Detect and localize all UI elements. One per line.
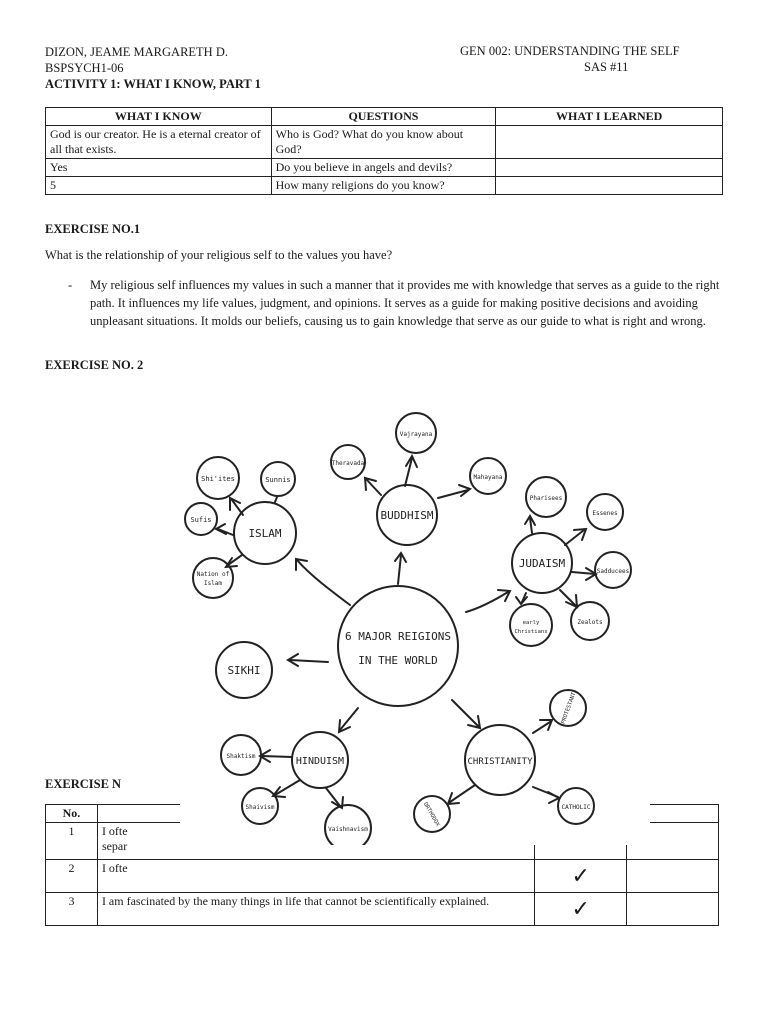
vaishnavism-label: Vaishnavism	[328, 826, 368, 833]
shiites-label: Shi'ites	[201, 475, 235, 483]
exercise1-question: What is the relationship of your religious self to the values you have?	[45, 248, 393, 262]
check-cell: ✓	[535, 860, 627, 893]
sas-number: SAS #11	[584, 60, 629, 74]
exercise3-title: EXERCISE N	[45, 777, 122, 791]
question-cell: Do you believe in angels and devils?	[271, 159, 496, 177]
col-what-i-learned: WHAT I LEARNED	[496, 108, 723, 126]
exercise2-title: EXERCISE NO. 2	[45, 358, 144, 372]
statement-line2: separ	[101, 839, 128, 853]
question-cell: How many religions do you know?	[271, 177, 496, 195]
table-header-row	[46, 108, 723, 126]
empty-cell	[627, 893, 719, 926]
student-info	[45, 44, 261, 92]
center-circle	[338, 586, 458, 706]
shaivism-label: Shaivism	[245, 804, 275, 811]
buddhism-label: BUDDHISM	[380, 509, 434, 522]
empty-cell	[627, 860, 719, 893]
activity1-table	[45, 107, 723, 195]
religion-mind-map	[180, 405, 650, 845]
know-cell: God is our creator. He is a eternal creator of all that exists.	[46, 126, 272, 159]
know-cell: Yes	[46, 159, 272, 177]
vajrayana-label: Vajrayana	[399, 431, 433, 438]
orthodox-label: ORTHODOX	[421, 801, 441, 828]
theravada-label: Theravada	[331, 460, 365, 467]
activity1-title: ACTIVITY 1: WHAT I KNOW, PART 1	[45, 77, 261, 91]
table-row	[46, 159, 723, 177]
course-title: GEN 002: UNDERSTANDING THE SELF	[460, 44, 680, 58]
row-number: 3	[46, 893, 98, 926]
sufis-label: Sufis	[190, 516, 212, 524]
learned-cell	[496, 159, 723, 177]
statement-cell: I am fascinated by the many things in life that cannot be scientifically explained.	[97, 893, 534, 926]
mind-map-svg	[180, 405, 650, 845]
christianity-label: CHRISTIANITY	[467, 757, 533, 767]
know-cell: 5	[46, 177, 272, 195]
statement-cell: I ofte	[97, 860, 534, 893]
learned-cell	[496, 126, 723, 159]
sunnis-label: Sunnis	[265, 476, 291, 484]
col-questions: QUESTIONS	[271, 108, 496, 126]
christians-label: Christians	[514, 629, 548, 635]
col-what-i-know: WHAT I KNOW	[46, 108, 272, 126]
mahayana-label: Mahayana	[473, 474, 503, 481]
table-row	[46, 893, 719, 926]
judaism-label: JUDAISM	[518, 557, 566, 570]
bullet-dash: -	[68, 278, 73, 292]
islam-label: ISLAM	[248, 527, 282, 540]
question-cell: Who is God? What do you know about God?	[271, 126, 496, 159]
essenes-label: Essenes	[592, 510, 618, 517]
student-name: DIZON, JEAME MARGARETH D.	[45, 45, 228, 59]
hinduism-label: HINDUISM	[295, 756, 345, 767]
answer-text: My religious self influences my values in such a manner that it provides me with knowledge that serves as a guide to the right path. It influences my life values, judgment, and opinions. It serves as a guide for making positive decisions and avoiding unpleasant situations. It molds our beliefs, causing us to gain knowledge that serve as our guide to what is right and wrong.	[90, 278, 720, 328]
islam-sub-label: Islam	[203, 580, 223, 587]
student-section: BSPSYCH1-06	[45, 61, 124, 75]
center-label-2: IN THE WORLD	[358, 654, 438, 667]
sadducees-label: Sadducees	[596, 568, 630, 575]
col-no: No.	[46, 805, 98, 823]
exercise1-title: EXERCISE NO.1	[45, 222, 141, 236]
table-row	[46, 126, 723, 159]
early-label: early	[522, 620, 540, 626]
nation-of-label: Nation of	[196, 571, 230, 578]
pharisees-label: Pharisees	[529, 495, 563, 502]
check-cell: ✓	[535, 893, 627, 926]
shaktism-label: Shaktism	[226, 753, 256, 760]
learned-cell	[496, 177, 723, 195]
center-label-1: 6 MAJOR REIGIONS	[345, 630, 451, 643]
row-number: 2	[46, 860, 98, 893]
table-row	[46, 860, 719, 893]
sikhi-label: SIKHI	[227, 664, 261, 677]
statement-line1: I ofte	[101, 824, 128, 838]
zealots-label: Zealots	[577, 619, 603, 626]
catholic-label: CATHOLIC	[561, 804, 591, 811]
table-row	[46, 177, 723, 195]
row-number: 1	[46, 823, 98, 860]
exercise1-answer	[70, 276, 722, 330]
protestant-label: PROTESTANT	[560, 691, 578, 725]
